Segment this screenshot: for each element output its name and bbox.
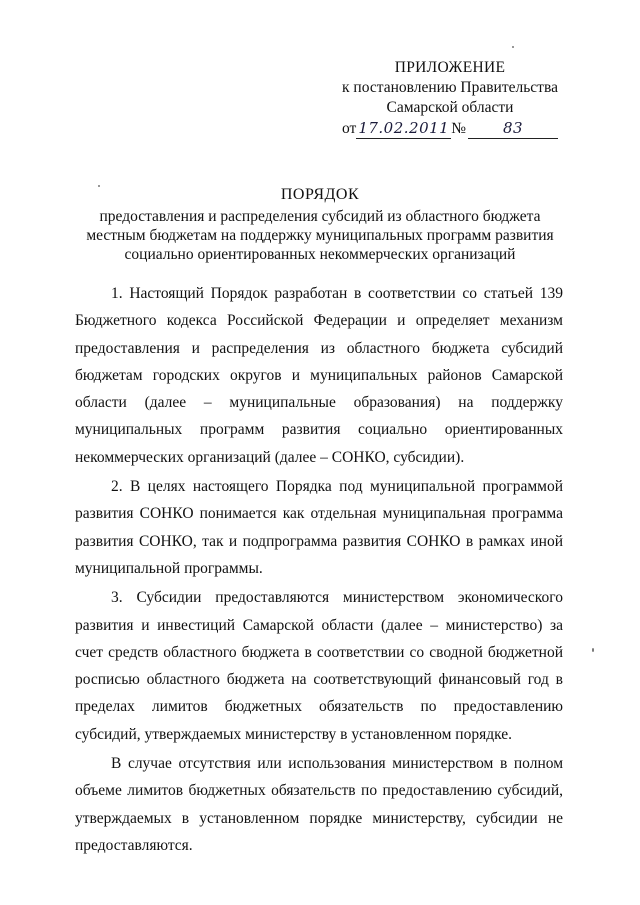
number-prefix: № xyxy=(451,120,467,137)
paragraph-1: 1. Настоящий Порядок разработан в соответствии со статьей 139 Бюджетного кодекса Российской Федерации и определяет механизм предоставления и распределения из областного бюджета субсидий бюджетам городских округов и муниципальных районов Самарской области (далее – муниципальные образования) на поддержку муниципальных программ развития социально ориентированных некоммерческих организаций (далее – СОНКО, субсидии). xyxy=(75,285,563,466)
document-subtitle-line-1: предоставления и распределения субсидий из областного бюджета xyxy=(99,208,541,225)
handwritten-number: 83 xyxy=(468,118,558,139)
document-heading xyxy=(60,185,580,264)
handwritten-date: 17.02.2011 xyxy=(358,119,450,137)
scan-speck xyxy=(592,648,594,652)
scan-speck xyxy=(98,185,100,187)
document-title: ПОРЯДОК xyxy=(280,186,360,203)
document-body xyxy=(75,280,563,861)
date-prefix: от xyxy=(342,120,357,137)
scan-speck xyxy=(512,46,514,48)
appendix-reference xyxy=(330,118,570,140)
document-subtitle-line-2: местным бюджетам на поддержку муниципальных программ развития xyxy=(86,227,554,244)
appendix-line-2: Самарской области xyxy=(386,99,514,116)
paragraph-4: В случае отсутствия или использования министерством в полном объеме лимитов бюджетных обязательств по предоставлению субсидий, утверждаемых в установленном порядке министерству, субсидии не предоставляются. xyxy=(75,755,563,854)
document-subtitle-line-3: социально ориентированных некоммерческих организаций xyxy=(124,246,516,263)
appendix-title: ПРИЛОЖЕНИЕ xyxy=(394,59,506,76)
paragraph-2: 2. В целях настоящего Порядка под муниципальной программой развития СОНКО понимается как отдельная муниципальная программа развития СОНКО, так и подпрограмма развития СОНКО в рамках иной муниципальной программы. xyxy=(75,478,563,577)
appendix-header xyxy=(330,58,570,140)
paragraph-3: 3. Субсидии предоставляются министерством экономического развития и инвестиций Самарской области (далее – министерство) за счет средств областного бюджета в соответствии со сводной бюджетной росписью областного бюджета на соответствующий финансовый год в пределах лимитов бюджетных обязательств по предоставлению субсидий, утверждаемых министерству в установленном порядке. xyxy=(75,589,563,743)
appendix-line-1: к постановлению Правительства xyxy=(342,79,558,96)
